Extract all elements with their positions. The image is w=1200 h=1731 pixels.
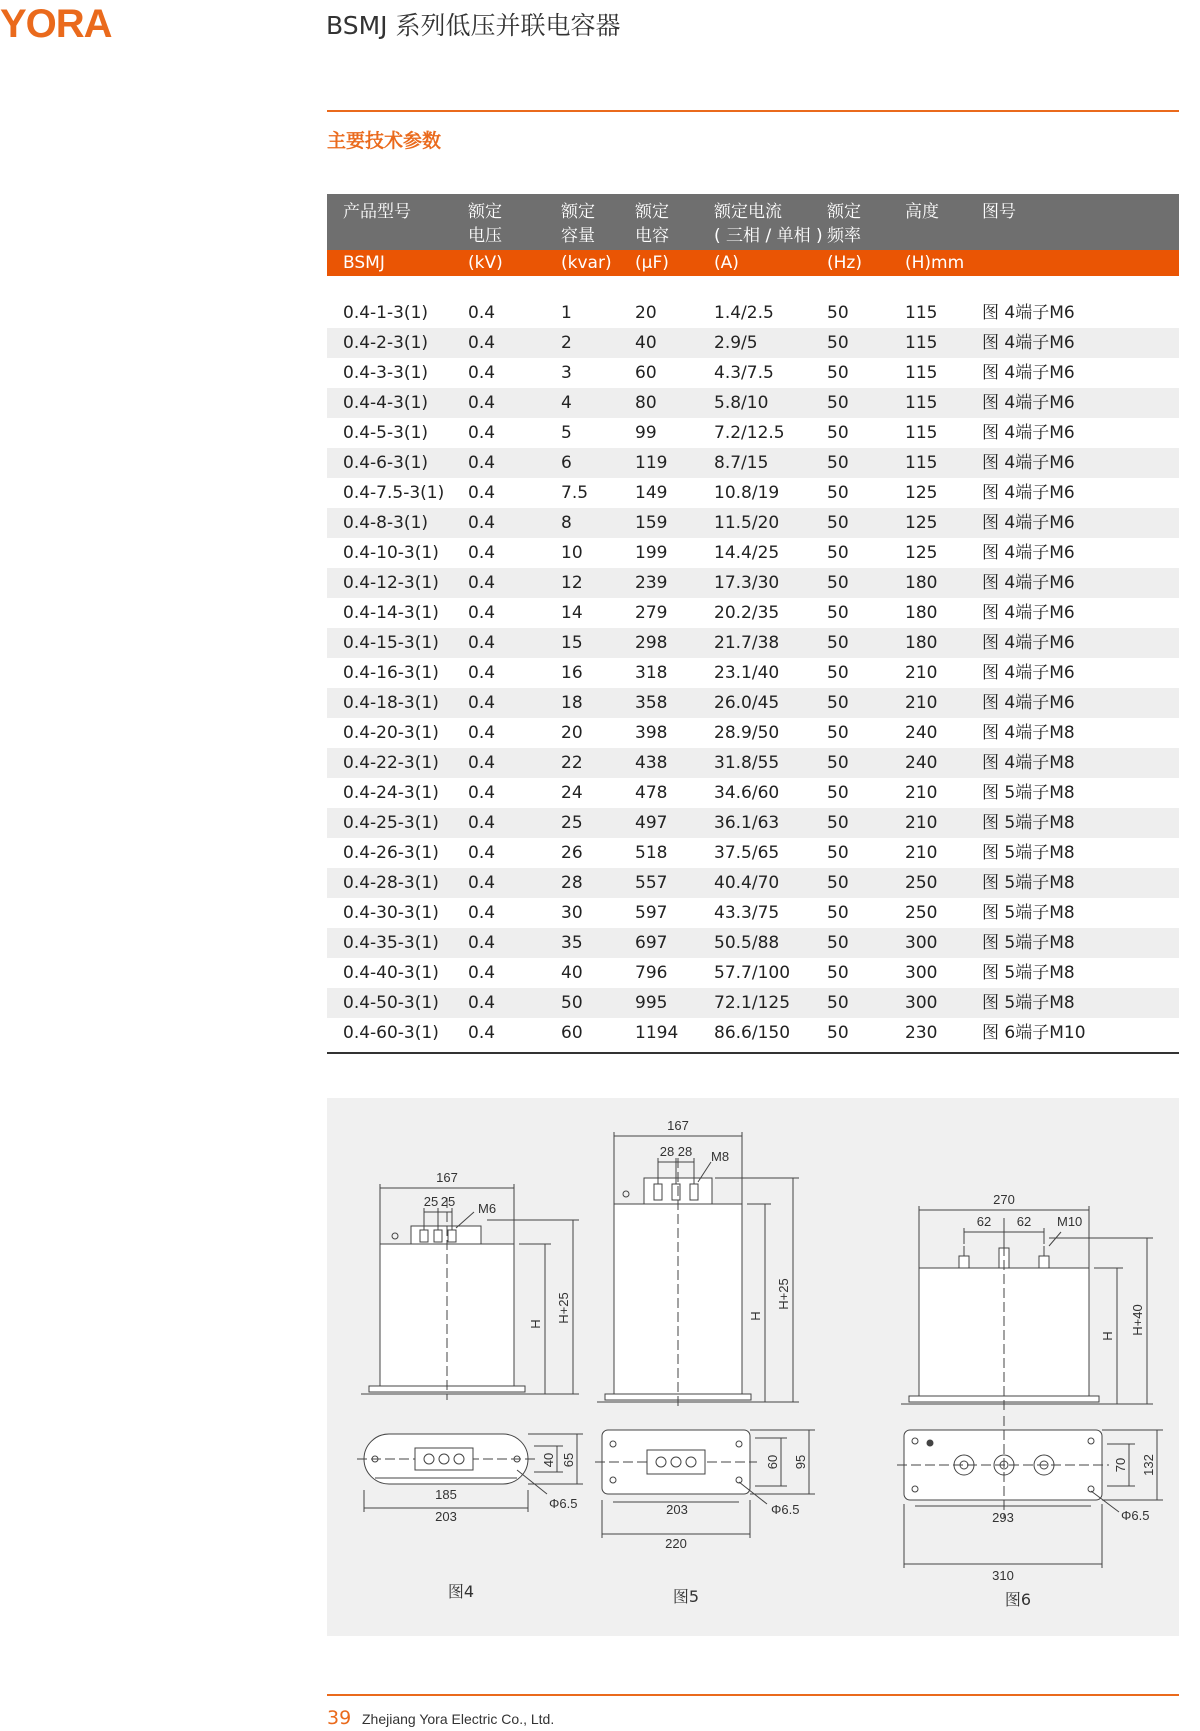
cell-current: 37.5/65 (714, 843, 780, 863)
cell-capacitance: 995 (635, 993, 668, 1013)
cell-capacity: 10 (561, 543, 583, 563)
cell-frequency: 50 (827, 843, 849, 863)
cell-current: 20.2/35 (714, 603, 780, 623)
cell-capacity: 18 (561, 693, 583, 713)
fig5-h-plus-label: H+25 (776, 1278, 791, 1310)
cell-model: 0.4-4-3(1) (343, 393, 429, 413)
cell-capacity: 2 (561, 333, 572, 353)
cell-height: 125 (905, 543, 938, 563)
table-row (327, 658, 1179, 688)
cell-voltage: 0.4 (468, 573, 496, 593)
table-row (327, 718, 1179, 748)
table-row (327, 328, 1179, 358)
cell-frequency: 50 (827, 723, 849, 743)
figure-5-front-view (597, 1132, 799, 1408)
cell-model: 0.4-1-3(1) (343, 303, 429, 323)
cell-capacitance: 597 (635, 903, 668, 923)
cell-capacitance: 557 (635, 873, 668, 893)
cell-voltage: 0.4 (468, 693, 496, 713)
cell-figure: 图 4端子M6 (982, 303, 1075, 323)
cell-capacity: 22 (561, 753, 583, 773)
cell-current: 31.8/55 (714, 753, 780, 773)
header-frequency-h3: (Hz) (827, 253, 862, 273)
fig4-depth-inner-label: 40 (541, 1452, 556, 1468)
cell-capacitance: 796 (635, 963, 668, 983)
table-row (327, 628, 1179, 658)
fig4-pitch-a-label: 25 (423, 1194, 439, 1209)
fig4-base-inner-label: 185 (435, 1487, 457, 1502)
table-bottom-rule (327, 1052, 1179, 1054)
cell-current: 72.1/125 (714, 993, 791, 1013)
cell-voltage: 0.4 (468, 303, 496, 323)
cell-voltage: 0.4 (468, 933, 496, 953)
cell-figure: 图 4端子M6 (982, 693, 1075, 713)
cell-current: 40.4/70 (714, 873, 780, 893)
cell-capacity: 26 (561, 843, 583, 863)
cell-capacitance: 279 (635, 603, 668, 623)
cell-capacitance: 60 (635, 363, 657, 383)
cell-frequency: 50 (827, 603, 849, 623)
fig6-pitch-b-label: 62 (1016, 1214, 1032, 1229)
figure-6-top-view (897, 1416, 1163, 1568)
cell-frequency: 50 (827, 333, 849, 353)
cell-frequency: 50 (827, 303, 849, 323)
cell-figure: 图 4端子M6 (982, 363, 1075, 383)
cell-figure: 图 4端子M8 (982, 753, 1075, 773)
fig6-depth-outer-label: 132 (1141, 1454, 1156, 1476)
table-row (327, 778, 1179, 808)
header-model-h1: 产品型号 (343, 202, 411, 222)
cell-capacity: 7.5 (561, 483, 589, 503)
cell-frequency: 50 (827, 813, 849, 833)
drawings-svg (327, 1098, 1179, 1636)
fig6-hole-label: Φ6.5 (1121, 1508, 1150, 1523)
cell-current: 26.0/45 (714, 693, 780, 713)
fig5-depth-outer-label: 95 (793, 1454, 808, 1470)
cell-height: 125 (905, 483, 938, 503)
cell-capacitance: 239 (635, 573, 668, 593)
cell-figure: 图 4端子M6 (982, 453, 1075, 473)
cell-capacitance: 318 (635, 663, 668, 683)
cell-capacity: 14 (561, 603, 583, 623)
cell-voltage: 0.4 (468, 633, 496, 653)
cell-current: 21.7/38 (714, 633, 780, 653)
cell-capacity: 28 (561, 873, 583, 893)
header-capacitance-h2: 电容 (635, 226, 669, 246)
cell-figure: 图 4端子M6 (982, 423, 1075, 443)
cell-frequency: 50 (827, 363, 849, 383)
cell-current: 7.2/12.5 (714, 423, 785, 443)
cell-height: 115 (905, 423, 938, 443)
cell-current: 28.9/50 (714, 723, 780, 743)
cell-model: 0.4-24-3(1) (343, 783, 439, 803)
header-capacity-h1: 额定 (561, 202, 595, 222)
cell-figure: 图 5端子M8 (982, 843, 1075, 863)
cell-voltage: 0.4 (468, 873, 496, 893)
cell-capacitance: 398 (635, 723, 668, 743)
figure-4-front-view (361, 1184, 579, 1400)
header-capacity-h2: 容量 (561, 226, 595, 246)
header-current-h2: ( 三相 / 单相 ) (714, 226, 823, 246)
footer-rule (327, 1694, 1179, 1696)
fig4-width-label: 167 (436, 1170, 458, 1185)
fig4-caption: 图4 (447, 1582, 475, 1601)
header-frequency-h2: 频率 (827, 226, 861, 246)
cell-voltage: 0.4 (468, 663, 496, 683)
cell-current: 86.6/150 (714, 1023, 791, 1043)
cell-voltage: 0.4 (468, 543, 496, 563)
cell-figure: 图 4端子M6 (982, 393, 1075, 413)
cell-voltage: 0.4 (468, 963, 496, 983)
section-title: 主要技术参数 (327, 130, 442, 152)
table-unit-band (327, 250, 1179, 276)
header-capacitance-h3: (μF) (635, 253, 669, 273)
fig5-pitch-a-label: 28 (659, 1144, 675, 1159)
table-row (327, 538, 1179, 568)
cell-current: 5.8/10 (714, 393, 769, 413)
header-model-h3: BSMJ (343, 253, 385, 273)
cell-voltage: 0.4 (468, 423, 496, 443)
cell-voltage: 0.4 (468, 363, 496, 383)
cell-figure: 图 4端子M6 (982, 483, 1075, 503)
cell-capacity: 1 (561, 303, 572, 323)
table-row (327, 568, 1179, 598)
fig5-width-label: 167 (667, 1118, 689, 1133)
cell-capacitance: 518 (635, 843, 668, 863)
cell-height: 300 (905, 993, 938, 1013)
cell-frequency: 50 (827, 633, 849, 653)
cell-capacitance: 99 (635, 423, 657, 443)
header-frequency-h1: 额定 (827, 202, 861, 222)
table-row (327, 1018, 1179, 1048)
cell-frequency: 50 (827, 453, 849, 473)
page-number: 39 (327, 1707, 352, 1729)
header-voltage-h2: 电压 (468, 226, 502, 246)
table-body (327, 298, 1179, 1048)
cell-height: 210 (905, 843, 938, 863)
fig6-base-inner-label: 293 (992, 1510, 1014, 1525)
cell-current: 57.7/100 (714, 963, 791, 983)
header-height-h1: 高度 (905, 202, 939, 222)
table-row (327, 898, 1179, 928)
cell-frequency: 50 (827, 963, 849, 983)
cell-voltage: 0.4 (468, 1023, 496, 1043)
table-row (327, 298, 1179, 328)
cell-frequency: 50 (827, 993, 849, 1013)
cell-height: 210 (905, 813, 938, 833)
cell-model: 0.4-2-3(1) (343, 333, 429, 353)
cell-voltage: 0.4 (468, 993, 496, 1013)
fig5-caption: 图5 (672, 1587, 700, 1606)
cell-capacitance: 159 (635, 513, 668, 533)
cell-frequency: 50 (827, 753, 849, 773)
fig4-base-outer-label: 203 (435, 1509, 457, 1524)
fig5-h-label: H (748, 1311, 763, 1321)
cell-capacitance: 1194 (635, 1023, 679, 1043)
cell-model: 0.4-28-3(1) (343, 873, 439, 893)
cell-capacitance: 697 (635, 933, 668, 953)
cell-voltage: 0.4 (468, 483, 496, 503)
cell-voltage: 0.4 (468, 753, 496, 773)
cell-current: 36.1/63 (714, 813, 780, 833)
cell-model: 0.4-6-3(1) (343, 453, 429, 473)
cell-model: 0.4-15-3(1) (343, 633, 439, 653)
cell-model: 0.4-25-3(1) (343, 813, 439, 833)
cell-frequency: 50 (827, 423, 849, 443)
cell-figure: 图 4端子M6 (982, 663, 1075, 683)
cell-frequency: 50 (827, 933, 849, 953)
cell-figure: 图 5端子M8 (982, 933, 1075, 953)
fig6-h-plus-label: H+40 (1130, 1304, 1145, 1336)
cell-capacity: 4 (561, 393, 572, 413)
cell-current: 2.9/5 (714, 333, 758, 353)
cell-model: 0.4-5-3(1) (343, 423, 429, 443)
fig5-base-outer-label: 220 (665, 1536, 687, 1551)
fig4-pitch-b-label: 25 (440, 1194, 456, 1209)
table-row (327, 928, 1179, 958)
cell-model: 0.4-22-3(1) (343, 753, 439, 773)
cell-voltage: 0.4 (468, 813, 496, 833)
fig4-h-plus-label: H+25 (556, 1292, 571, 1324)
cell-frequency: 50 (827, 903, 849, 923)
table-row (327, 418, 1179, 448)
cell-capacitance: 358 (635, 693, 668, 713)
cell-height: 240 (905, 723, 938, 743)
cell-capacity: 12 (561, 573, 583, 593)
cell-model: 0.4-7.5-3(1) (343, 483, 445, 503)
fig4-h-label: H (528, 1319, 543, 1329)
cell-figure: 图 4端子M6 (982, 543, 1075, 563)
fig6-base-outer-label: 310 (992, 1568, 1014, 1583)
cell-height: 300 (905, 933, 938, 953)
yora-logo: YORA (0, 2, 112, 46)
cell-model: 0.4-3-3(1) (343, 363, 429, 383)
cell-frequency: 50 (827, 513, 849, 533)
cell-current: 43.3/75 (714, 903, 780, 923)
cell-figure: 图 4端子M6 (982, 573, 1075, 593)
cell-height: 115 (905, 453, 938, 473)
cell-model: 0.4-20-3(1) (343, 723, 439, 743)
cell-capacitance: 478 (635, 783, 668, 803)
header-capacity-h3: (kvar) (561, 253, 612, 273)
cell-capacity: 25 (561, 813, 583, 833)
cell-capacitance: 497 (635, 813, 668, 833)
cell-height: 240 (905, 753, 938, 773)
table-row (327, 478, 1179, 508)
cell-model: 0.4-35-3(1) (343, 933, 439, 953)
cell-height: 125 (905, 513, 938, 533)
header-height-h3: (H)mm (905, 253, 965, 273)
cell-frequency: 50 (827, 543, 849, 563)
cell-current: 17.3/30 (714, 573, 780, 593)
cell-figure: 图 4端子M6 (982, 513, 1075, 533)
cell-height: 210 (905, 663, 938, 683)
table-row (327, 868, 1179, 898)
fig6-caption: 图6 (1004, 1590, 1032, 1609)
cell-height: 250 (905, 903, 938, 923)
cell-model: 0.4-10-3(1) (343, 543, 439, 563)
cell-figure: 图 5端子M8 (982, 903, 1075, 923)
header-rule (327, 110, 1179, 112)
cell-height: 230 (905, 1023, 938, 1043)
table-row (327, 748, 1179, 778)
cell-figure: 图 4端子M8 (982, 723, 1075, 743)
cell-height: 250 (905, 873, 938, 893)
header-current-h3: (A) (714, 253, 739, 273)
cell-model: 0.4-60-3(1) (343, 1023, 439, 1043)
cell-capacitance: 119 (635, 453, 668, 473)
cell-current: 34.6/60 (714, 783, 780, 803)
cell-capacity: 30 (561, 903, 583, 923)
cell-capacity: 15 (561, 633, 583, 653)
cell-current: 4.3/7.5 (714, 363, 774, 383)
cell-capacitance: 20 (635, 303, 657, 323)
table-row (327, 388, 1179, 418)
cell-capacitance: 199 (635, 543, 668, 563)
cell-capacitance: 40 (635, 333, 657, 353)
table-row (327, 988, 1179, 1018)
cell-height: 180 (905, 633, 938, 653)
cell-current: 8.7/15 (714, 453, 769, 473)
cell-model: 0.4-50-3(1) (343, 993, 439, 1013)
cell-frequency: 50 (827, 1023, 849, 1043)
cell-current: 10.8/19 (714, 483, 780, 503)
cell-model: 0.4-18-3(1) (343, 693, 439, 713)
cell-voltage: 0.4 (468, 393, 496, 413)
dimension-drawings (327, 1098, 1179, 1636)
cell-voltage: 0.4 (468, 513, 496, 533)
cell-voltage: 0.4 (468, 603, 496, 623)
cell-figure: 图 4端子M6 (982, 333, 1075, 353)
cell-figure: 图 5端子M8 (982, 783, 1075, 803)
cell-capacity: 3 (561, 363, 572, 383)
cell-frequency: 50 (827, 483, 849, 503)
cell-figure: 图 4端子M6 (982, 633, 1075, 653)
cell-figure: 图 5端子M8 (982, 873, 1075, 893)
cell-capacity: 50 (561, 993, 583, 1013)
cell-height: 300 (905, 963, 938, 983)
cell-figure: 图 4端子M6 (982, 603, 1075, 623)
document-title: BSMJ 系列低压并联电容器 (326, 11, 621, 40)
cell-capacity: 40 (561, 963, 583, 983)
cell-model: 0.4-30-3(1) (343, 903, 439, 923)
table-row (327, 598, 1179, 628)
cell-current: 23.1/40 (714, 663, 780, 683)
cell-height: 210 (905, 783, 938, 803)
figure-5-top-view (595, 1430, 815, 1538)
cell-frequency: 50 (827, 783, 849, 803)
fig5-terminal-label: M8 (711, 1149, 730, 1164)
cell-figure: 图 6端子M10 (982, 1023, 1086, 1043)
figure-6-front-view (901, 1206, 1153, 1412)
fig6-pitch-a-label: 62 (976, 1214, 992, 1229)
cell-capacitance: 80 (635, 393, 657, 413)
fig6-width-label: 270 (993, 1192, 1015, 1207)
cell-height: 210 (905, 693, 938, 713)
header-voltage-h1: 额定 (468, 202, 502, 222)
fig5-base-inner-label: 203 (666, 1502, 688, 1517)
cell-voltage: 0.4 (468, 453, 496, 473)
table-row (327, 508, 1179, 538)
cell-voltage: 0.4 (468, 783, 496, 803)
cell-height: 180 (905, 573, 938, 593)
fig6-terminal-label: M10 (1057, 1214, 1083, 1229)
header-voltage-h3: (kV) (468, 253, 503, 273)
cell-capacity: 16 (561, 663, 583, 683)
cell-capacitance: 149 (635, 483, 668, 503)
fig4-hole-label: Φ6.5 (549, 1496, 578, 1511)
cell-voltage: 0.4 (468, 723, 496, 743)
company-name: Zhejiang Yora Electric Co., Ltd. (362, 1711, 555, 1727)
cell-figure: 图 5端子M8 (982, 963, 1075, 983)
cell-figure: 图 5端子M8 (982, 993, 1075, 1013)
cell-model: 0.4-12-3(1) (343, 573, 439, 593)
cell-height: 180 (905, 603, 938, 623)
cell-figure: 图 5端子M8 (982, 813, 1075, 833)
cell-model: 0.4-40-3(1) (343, 963, 439, 983)
header-capacitance-h1: 额定 (635, 202, 669, 222)
cell-height: 115 (905, 393, 938, 413)
header-figure-h1: 图号 (982, 202, 1016, 222)
cell-frequency: 50 (827, 873, 849, 893)
cell-current: 1.4/2.5 (714, 303, 774, 323)
fig6-h-label: H (1100, 1331, 1115, 1341)
cell-frequency: 50 (827, 573, 849, 593)
table-row (327, 958, 1179, 988)
table-row (327, 358, 1179, 388)
cell-model: 0.4-16-3(1) (343, 663, 439, 683)
table-row (327, 688, 1179, 718)
fig6-depth-inner-label: 70 (1113, 1457, 1128, 1473)
header-current-h1: 额定电流 (714, 202, 782, 222)
fig5-pitch-b-label: 28 (677, 1144, 693, 1159)
cell-current: 50.5/88 (714, 933, 780, 953)
cell-capacitance: 438 (635, 753, 668, 773)
cell-capacitance: 298 (635, 633, 668, 653)
cell-capacity: 8 (561, 513, 572, 533)
fig4-depth-outer-label: 65 (561, 1452, 576, 1468)
cell-model: 0.4-8-3(1) (343, 513, 429, 533)
table-row (327, 808, 1179, 838)
table-row (327, 838, 1179, 868)
cell-model: 0.4-14-3(1) (343, 603, 439, 623)
cell-voltage: 0.4 (468, 903, 496, 923)
cell-frequency: 50 (827, 663, 849, 683)
cell-capacity: 35 (561, 933, 583, 953)
cell-height: 115 (905, 333, 938, 353)
cell-capacity: 60 (561, 1023, 583, 1043)
cell-height: 115 (905, 303, 938, 323)
cell-capacity: 24 (561, 783, 583, 803)
cell-current: 11.5/20 (714, 513, 780, 533)
table-row (327, 448, 1179, 478)
cell-voltage: 0.4 (468, 843, 496, 863)
fig5-hole-label: Φ6.5 (771, 1502, 800, 1517)
cell-frequency: 50 (827, 693, 849, 713)
cell-capacity: 5 (561, 423, 572, 443)
cell-frequency: 50 (827, 393, 849, 413)
cell-capacity: 20 (561, 723, 583, 743)
cell-capacity: 6 (561, 453, 572, 473)
cell-height: 115 (905, 363, 938, 383)
fig4-terminal-label: M6 (478, 1201, 497, 1216)
cell-current: 14.4/25 (714, 543, 780, 563)
fig5-depth-inner-label: 60 (765, 1454, 780, 1470)
cell-voltage: 0.4 (468, 333, 496, 353)
cell-model: 0.4-26-3(1) (343, 843, 439, 863)
